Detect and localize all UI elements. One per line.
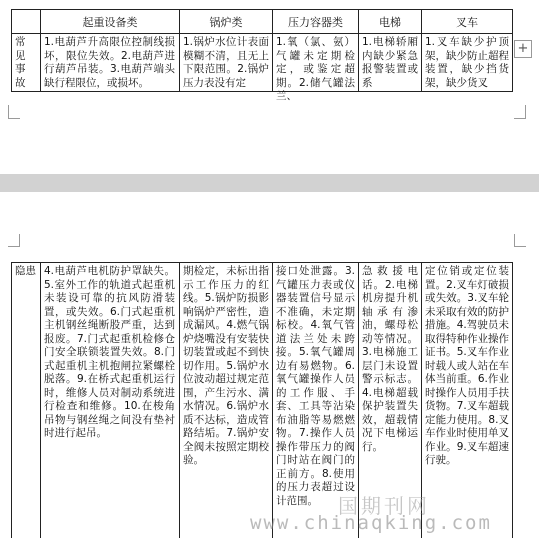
margin-mark — [514, 234, 515, 247]
table-cell: 1.氧（氯、氨）气罐未定期检定，或鉴定超期。2.储气罐法兰、 — [276, 36, 355, 102]
header-cell: 电梯 — [379, 16, 401, 29]
margin-mark — [525, 105, 526, 119]
page-break — [0, 174, 539, 192]
header-cell: 锅炉类 — [209, 16, 243, 29]
grid-line — [11, 262, 513, 263]
margin-mark — [8, 105, 9, 119]
margin-mark — [514, 246, 526, 247]
grid-line — [272, 262, 273, 538]
margin-mark — [8, 118, 20, 119]
grid-line — [11, 9, 12, 92]
table-cell: 急救援电话。2.电梯机房提升机轴承有渗油，螺母松动等情况。3.电梯施工层门未设置警示标志。4.电梯超载保护装置失效，超载情况下电梯运行。 — [362, 265, 418, 453]
grid-line — [11, 262, 12, 538]
table-cell: 1.叉车缺少护顶架，缺少防止超程装置，缺少挡货架，缺少货叉 — [425, 36, 509, 89]
grid-line — [11, 91, 513, 92]
table-cell: 定位销或定位装置。2.叉车灯破损或失效。3.叉车轮未采取有效的防护措施。4.驾驶员未取得特种作业操作证书。5.叉车作业时载人或人站在车体当前重。6.作业时操作人员用手扶货物。7.叉车超载定能力使用。8.叉车作业时使用单叉作业。9.叉车超速行驶。 — [425, 265, 509, 466]
table-cell: 接口处泄露。3.气罐压力表或仪器装置信号显示不准确，未定期标校。4.氧气管道法兰处未跨接。5.氧气罐周边有易燃物。6.氧气罐操作人员的工作服、手套、工具等沾染布油脂等易燃燃物。7.操作人员操作带压力的阀门时站在阀门的正前方。8.使用的压力表超过设计范围。 — [276, 265, 355, 507]
margin-mark — [514, 118, 526, 119]
watermark-cn: 国期刊网 — [338, 494, 430, 518]
table-cell: 4.电葫芦电机防护罩缺失。5.室外工作的轨道式起重机未装设可靠的抗风防滑装置，或失效。6.门式起重机主机钢丝绳断股严重，达到报废。7.门式起重机检修仓门安全联锁装置失效。8.门式起重机主机抱闸拉紧螺栓脱落。9.在桥式起重机运行时，维修人员对制动系统进行检查和维修。10.在梭角吊物与钢丝绳之间没有垫衬时进行起吊。 — [44, 265, 175, 439]
table-cell: 1.电葫芦升高限位控制线损坏，限位失效。2.电葫芦进行葫芦吊装。3.电葫芦端头缺行程限位，或损坏。 — [44, 36, 175, 89]
watermark-url: www.chinaqking.com — [250, 512, 492, 534]
table-cell: 1.锅炉水位计表面模糊不清，且无上下限范围。2.锅炉压力表没有定 — [183, 36, 269, 89]
grid-line — [512, 9, 513, 92]
margin-mark — [19, 234, 20, 247]
table-cell: 1.电梯轿厢内缺少紧急报警装置或系 — [362, 36, 418, 89]
header-cell: 叉车 — [456, 16, 478, 29]
grid-line — [512, 262, 513, 538]
grid-line — [11, 9, 513, 10]
header-cell: 起重设备类 — [82, 16, 138, 29]
plus-icon: + — [517, 41, 529, 56]
add-row-button[interactable] — [514, 40, 532, 58]
header-cell: 压力容器类 — [288, 16, 343, 29]
row-label: 隐患 — [15, 265, 36, 277]
table-cell: 期检定，未标出指示工作压力的红线。5.锅炉防损影响锅炉严密性，造成漏风。4.燃气锅炉烧嘴没有安装快切装置或起不到快切作用。5.锅炉水位波动超过规定范围，产生污水、满水情况。6.锅炉水质不达标，造成管路结垢。7.锅炉安全阀未按照定期校验。 — [183, 265, 269, 466]
grid-line — [179, 262, 180, 538]
grid-line — [40, 262, 41, 538]
grid-line — [11, 33, 513, 34]
row-label: 常见事故 — [15, 36, 26, 89]
